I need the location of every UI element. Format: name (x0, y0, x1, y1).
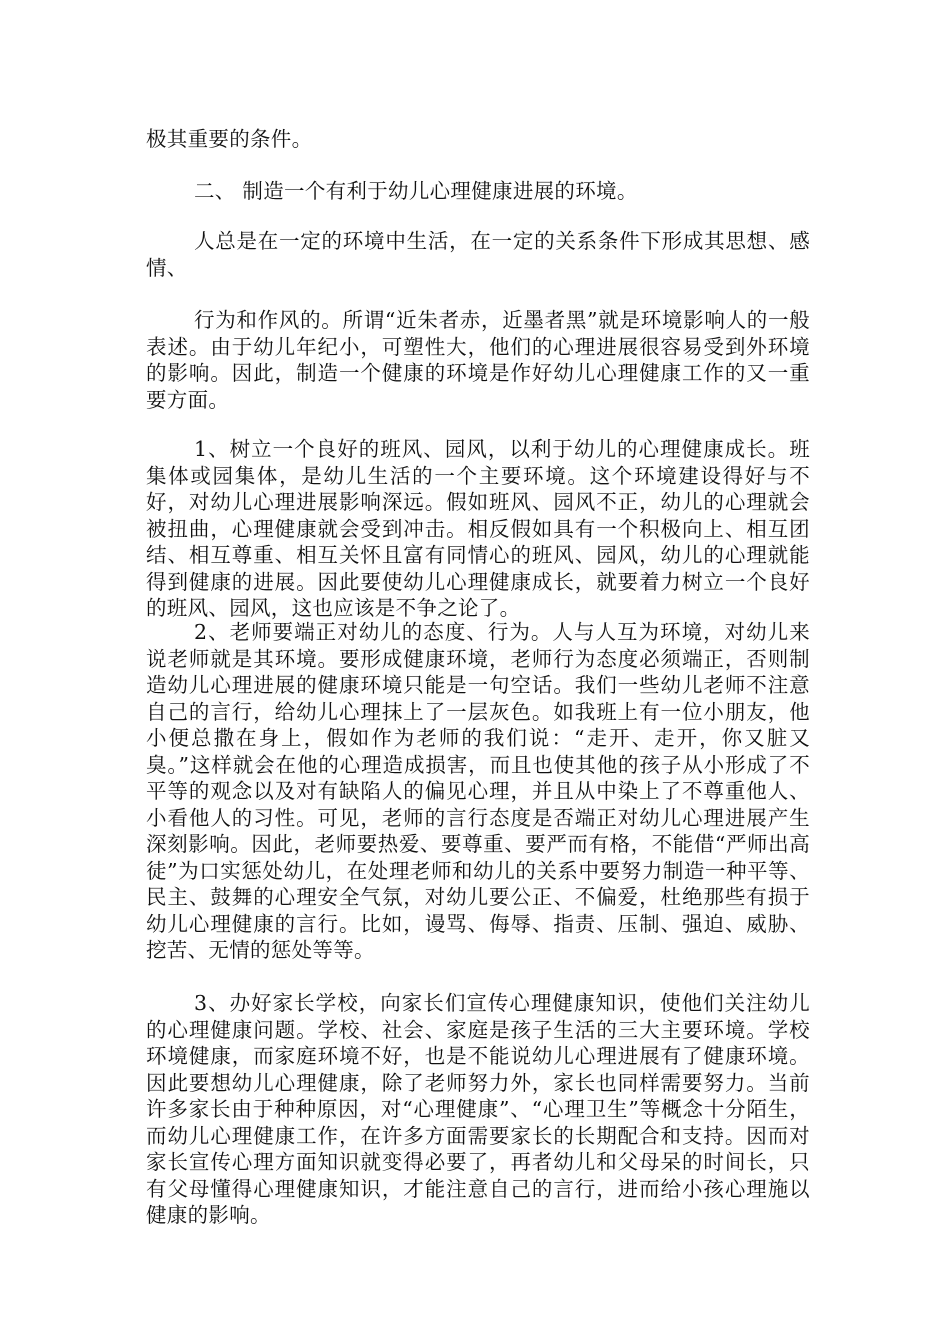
paragraph-environment: 行为和作风的。所谓“近朱者赤，近墨者黑”就是环境影响人的一般表述。由于幼儿年纪小，可塑性大，他们的心理进展很容易受到外环境的影响。因此，制造一个健康的环境是作好幼儿心理健康工作的又一重要方面。 (146, 308, 810, 412)
paragraph-intro: 人总是在一定的环境中生活，在一定的关系条件下形成其思想、感情、 (146, 229, 810, 280)
paragraph-continuation: 极其重要的条件。 (146, 127, 313, 151)
paragraph-item-3: 3、办好家长学校，向家长们宣传心理健康知识，使他们关注幼儿的心理健康问题。学校、社会、家庭是孩子生活的三大主要环境。学校环境健康，而家庭环境不好，也是不能说幼儿心理进展有了健康环境。因此要想幼儿心理健康，除了老师努力外，家长也同样需要努力。当前许多家长由于种种原因，对“心理健康”、“心理卫生”等概念十分陌生，而幼儿心理健康工作，在许多方面需要家长的长期配合和支持。因而对家长宣传心理方面知识就变得必要了，再者幼儿和父母呆的时间长，只有父母懂得心理健康知识，才能注意自己的言行，进而给小孩心理施以健康的影响。 (146, 991, 810, 1227)
paragraph-item-2: 2、老师要端正对幼儿的态度、行为。人与人互为环境，对幼儿来说老师就是其环境。要形成健康环境，老师行为态度必须端正，否则制造幼儿心理进展的健康环境只能是一句空话。我们一些幼儿老师不注意自己的言行，给幼儿心理抹上了一层灰色。如我班上有一位小朋友，他小便总撒在身上，假如作为老师的我们说：“走开、走开，你又脏又臭。”这样就会在他的心理造成损害，而且也使其他的孩子从小形成了不平等的观念以及对有缺陷人的偏见心理，并且从中染上了不尊重他人、小看他人的习性。可见，老师的言行态度是否端正对幼儿心理进展产生深刻影响。因此，老师要热爱、要尊重、要严而有格，不能借“严师出高徒”为口实惩处幼儿，在处理老师和幼儿的关系中要努力制造一种平等、民主、鼓舞的心理安全气氛，对幼儿要公正、不偏爱，杜绝那些有损于幼儿心理健康的言行。比如，谩骂、侮辱、指责、压制、强迫、威胁、挖苦、无情的惩处等等。 (146, 620, 810, 962)
section-heading: 二、 制造一个有利于幼儿心理健康进展的环境。 (194, 179, 638, 203)
paragraph-item-1: 1、树立一个良好的班风、园风，以利于幼儿的心理健康成长。班集体或园集体，是幼儿生活的一个主要环境。这个环境建设得好与不好，对幼儿心理进展影响深远。假如班风、园风不正，幼儿的心理就会被扭曲，心理健康就会受到冲击。相反假如具有一个积极向上、相互团结、相互尊重、相互关怀且富有同情心的班风、园风，幼儿的心理就能得到健康的进展。因此要使幼儿心理健康成长，就要着力树立一个良好的班风、园风，这也应该是不争之论了。 (146, 437, 810, 620)
